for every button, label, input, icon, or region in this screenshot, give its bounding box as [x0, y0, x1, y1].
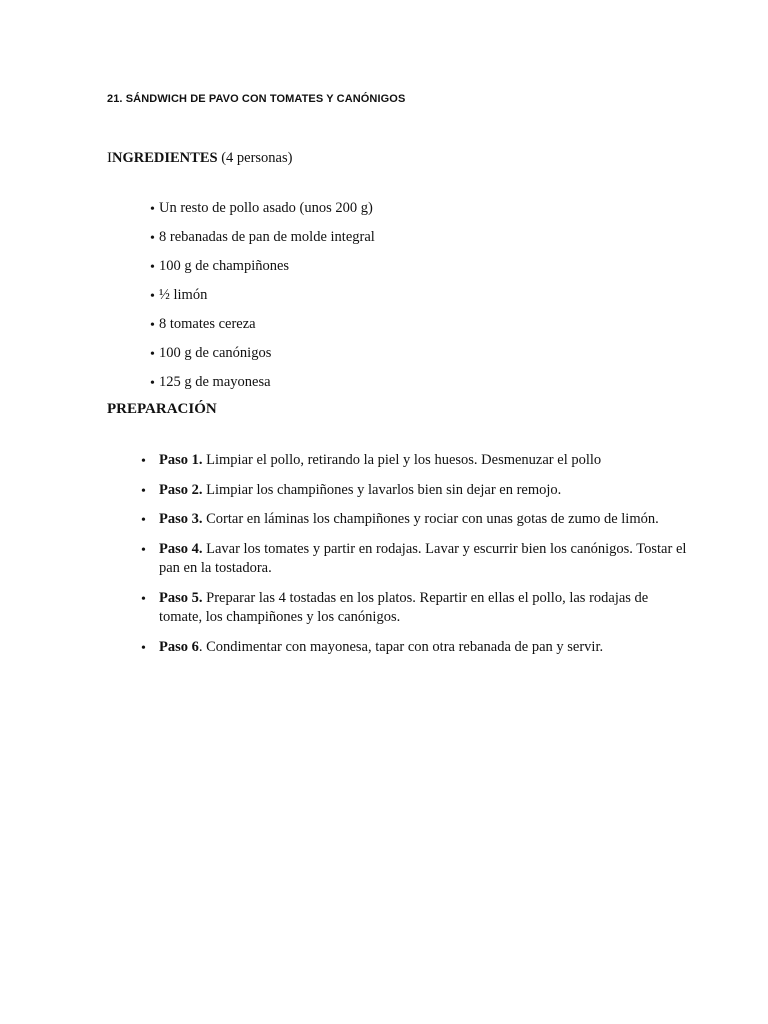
bullet-icon: • — [141, 591, 146, 607]
ingredient-text: 100 g de champiñones — [159, 258, 290, 274]
preparation-heading: PREPARACIÓN — [107, 401, 217, 417]
ingredient-item — [150, 228, 375, 257]
preparation-step — [141, 540, 690, 579]
step-text: . Condimentar con mayonesa, tapar con otra rebanada de pan y servir. — [198, 638, 604, 655]
ingredient-text: ½ limón — [159, 287, 208, 303]
preparation-step — [141, 481, 690, 501]
bullet-icon: • — [141, 483, 146, 499]
bullet-icon: • — [141, 542, 146, 558]
step-label: Paso 5. — [159, 589, 203, 606]
bullet-icon: • — [141, 513, 146, 528]
ingredient-text: Un resto de pollo asado (unos 200 g) — [159, 200, 373, 216]
preparation-step — [141, 638, 690, 658]
bullet-icon: • — [150, 289, 155, 304]
step-label: Paso 2. — [159, 481, 203, 498]
ingredient-item — [150, 257, 375, 286]
ingredient-item — [150, 315, 375, 344]
step-label: Paso 4. — [159, 540, 203, 557]
step-label: Paso 3. — [159, 511, 203, 527]
bullet-icon: • — [150, 202, 155, 217]
ingredient-text: 8 tomates cereza — [159, 316, 256, 332]
bullet-icon: • — [141, 454, 146, 469]
ingredients-heading-text: NGREDIENTES — [112, 150, 218, 166]
bullet-icon: • — [150, 231, 155, 246]
step-label: Paso 1. — [159, 452, 203, 468]
step-text: Lavar los tomates y partir en rodajas. Lavar y escurrir bien los canónigos. Tostar el pan en la tostadora. — [159, 540, 687, 576]
step-label: Paso 6 — [159, 638, 199, 655]
step-text: Preparar las 4 tostadas en los platos. Repartir en ellas el pollo, las rodajas de tomate, los champiñones y los canónigos. — [159, 589, 649, 625]
ingredient-item — [150, 199, 375, 228]
ingredient-text: 8 rebanadas de pan de molde integral — [159, 229, 375, 245]
bullet-icon: • — [141, 640, 146, 656]
preparation-step — [141, 451, 690, 471]
bullet-icon: • — [150, 347, 155, 362]
ingredient-item — [150, 344, 375, 373]
preparation-steps — [141, 451, 690, 667]
step-text: Cortar en láminas los champiñones y rociar con unas gotas de zumo de limón. — [202, 511, 659, 527]
ingredient-text: 125 g de mayonesa — [159, 374, 271, 390]
preparation-step — [141, 510, 690, 530]
ingredients-list — [150, 199, 375, 402]
ingredient-item — [150, 286, 375, 315]
ingredients-heading — [107, 150, 292, 167]
step-text: Limpiar los champiñones y lavarlos bien sin dejar en remojo. — [202, 481, 562, 498]
servings-note: (4 personas) — [217, 150, 293, 166]
bullet-icon: • — [150, 376, 155, 391]
ingredient-text: 100 g de canónigos — [159, 345, 272, 361]
bullet-icon: • — [150, 260, 155, 275]
recipe-title: 21. SÁNDWICH DE PAVO CON TOMATES Y CANÓNIGOS — [107, 93, 406, 105]
bullet-icon: • — [150, 318, 155, 333]
ingredients-heading-initial: I — [107, 150, 112, 166]
step-text: Limpiar el pollo, retirando la piel y los huesos. Desmenuzar el pollo — [202, 452, 602, 468]
ingredient-item — [150, 373, 375, 402]
preparation-step — [141, 589, 690, 628]
